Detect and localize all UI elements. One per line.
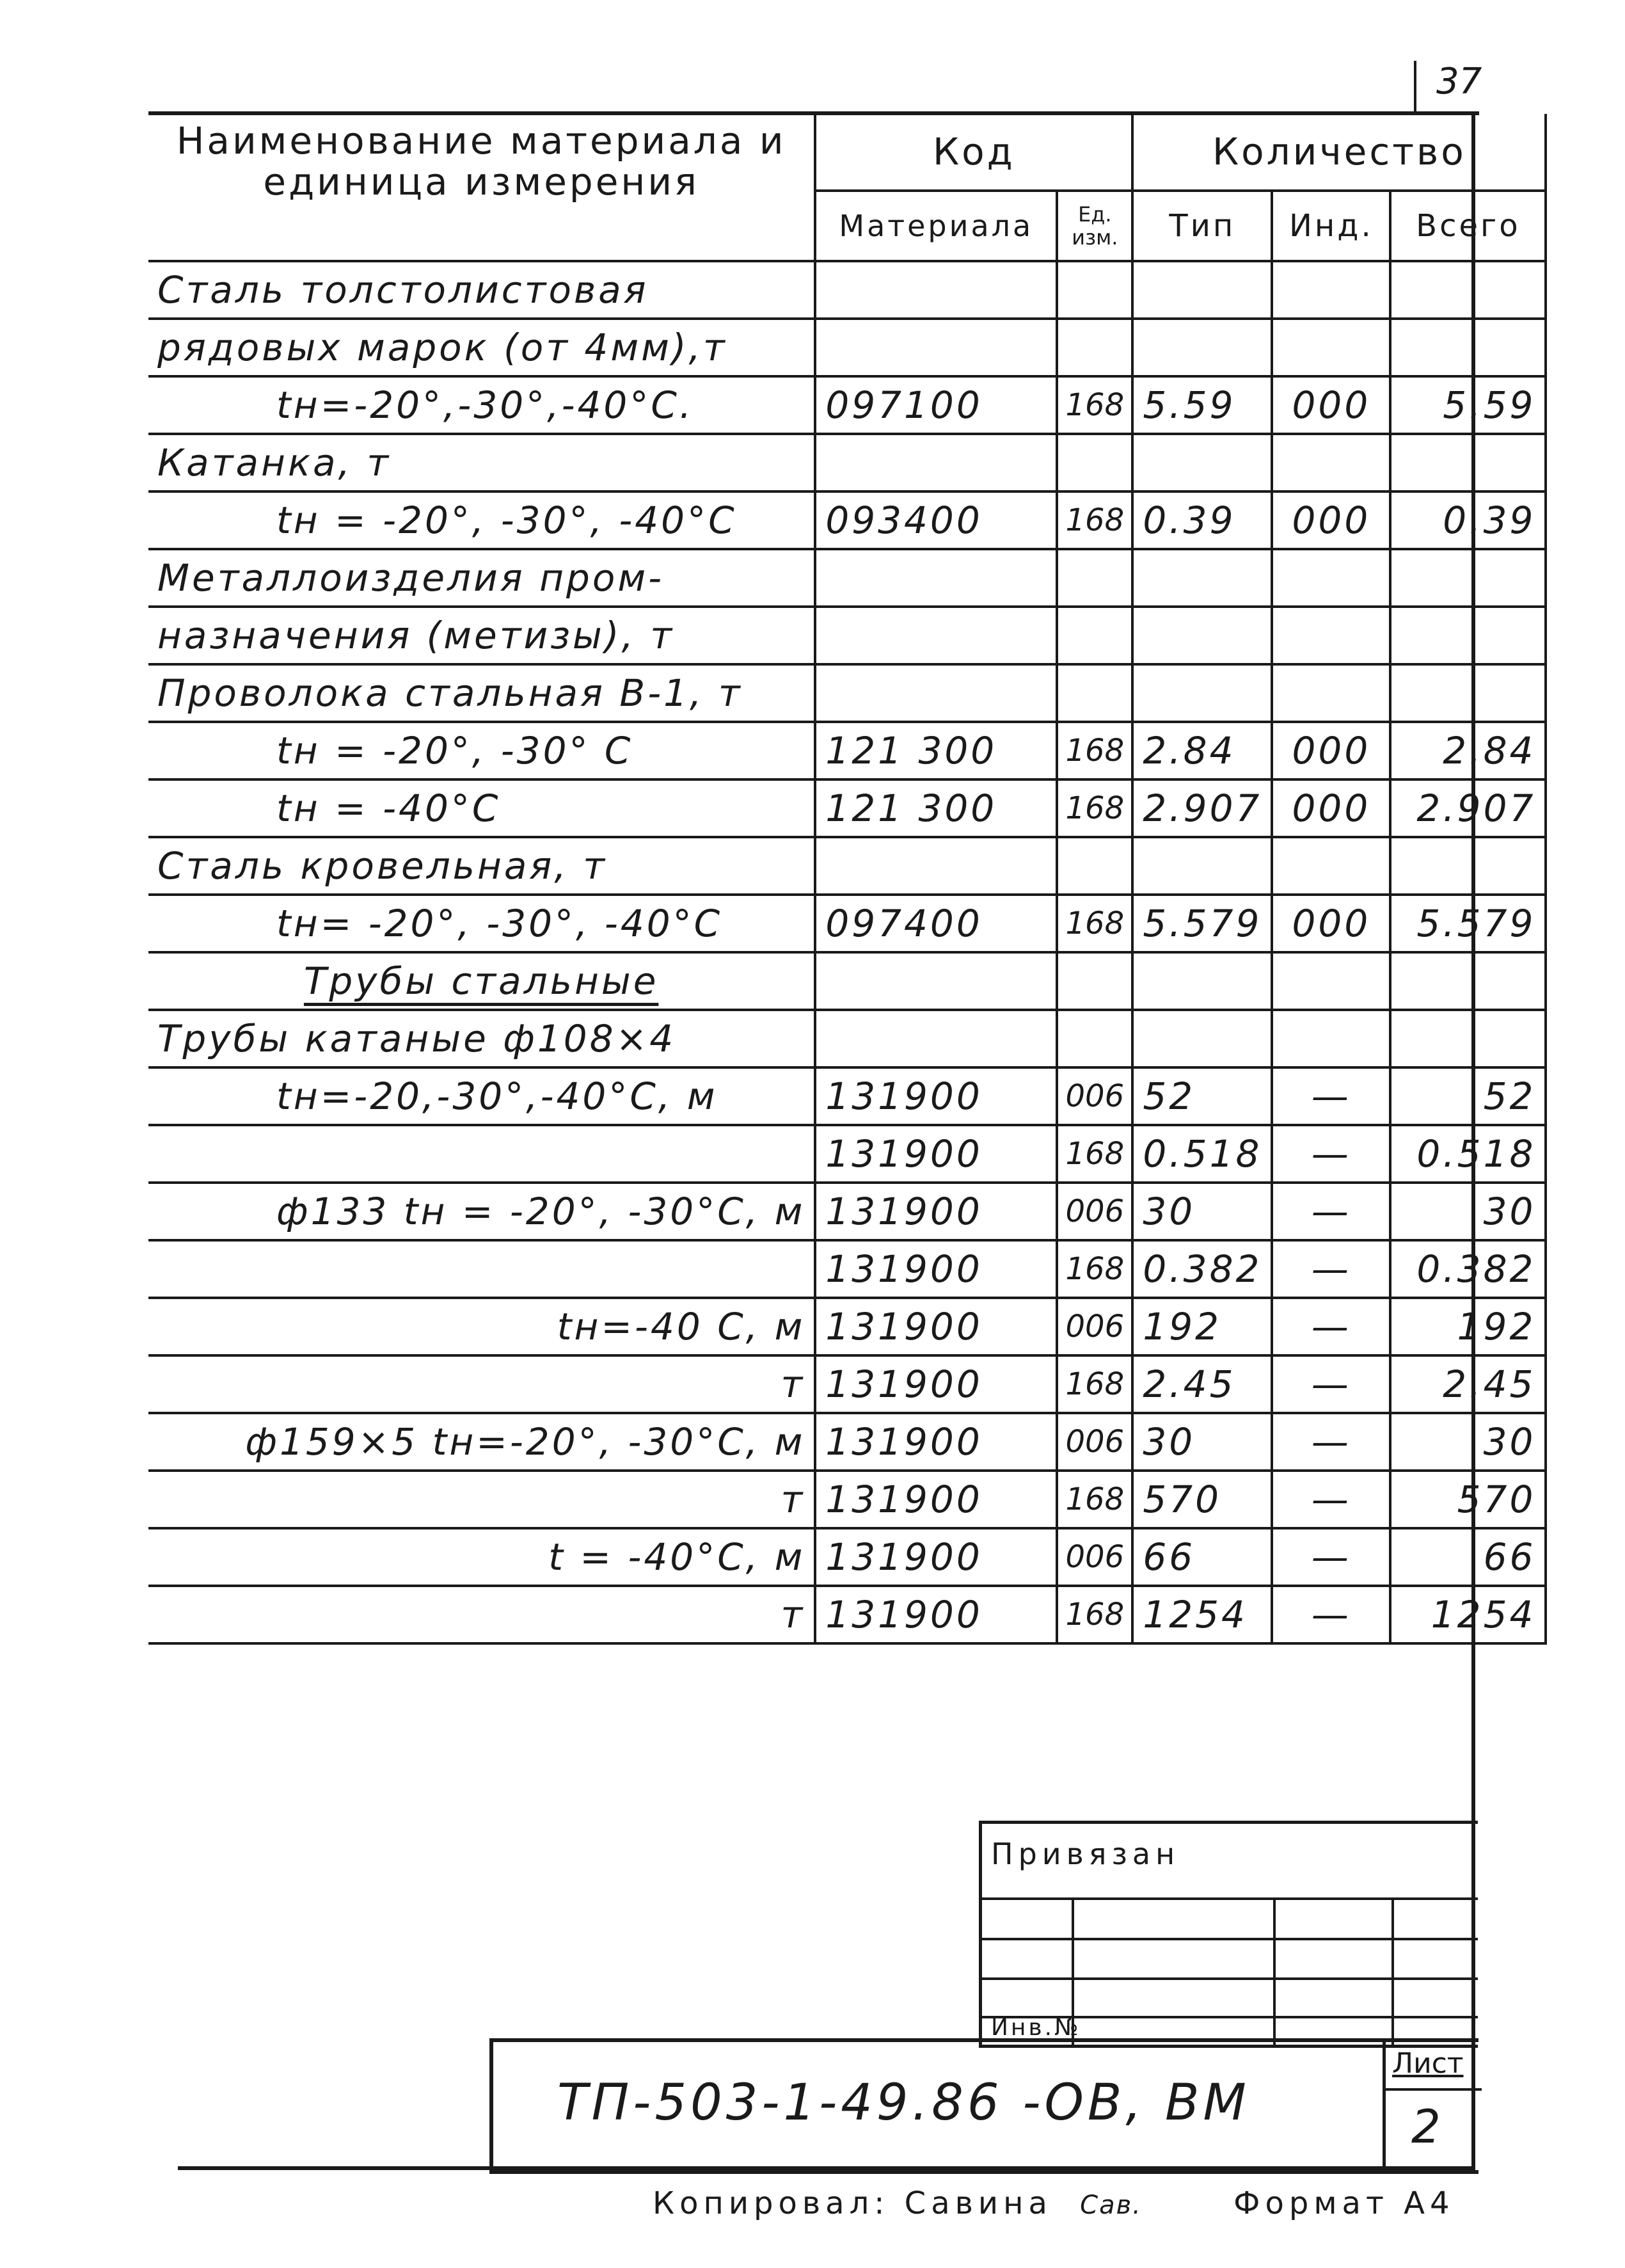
table-row: [148, 1471, 1546, 1528]
row-qty-ind: [1272, 549, 1390, 607]
row-unit-code: 168: [1057, 722, 1132, 779]
row-unit-code: 168: [1057, 1240, 1132, 1298]
row-qty-type: [1132, 664, 1272, 722]
row-material-code: [815, 434, 1057, 491]
row-qty-type: 52: [1132, 1067, 1272, 1125]
row-qty-type: [1132, 952, 1272, 1010]
binding-block: [979, 1821, 1478, 2048]
table-row: [148, 952, 1546, 1010]
row-unit-code: [1057, 837, 1132, 895]
row-qty-total: [1390, 952, 1546, 1010]
table-row: [148, 1067, 1546, 1125]
row-material-code: 131900: [815, 1586, 1057, 1643]
row-qty-total: 192: [1390, 1298, 1546, 1355]
row-qty-ind: [1272, 319, 1390, 376]
row-qty-ind: —: [1272, 1355, 1390, 1413]
row-qty-total: 30: [1390, 1413, 1546, 1471]
row-unit-code: 006: [1057, 1298, 1132, 1355]
row-qty-ind: —: [1272, 1471, 1390, 1528]
table-row: [148, 837, 1546, 895]
paper-format: Формат А4: [1233, 2185, 1455, 2221]
row-qty-total: 2.907: [1390, 779, 1546, 837]
row-qty-total: 5.579: [1390, 895, 1546, 952]
row-unit-code: [1057, 1010, 1132, 1067]
row-unit-code: 168: [1057, 1355, 1132, 1413]
row-name: tн=-20,-30°,-40°С, м: [148, 1067, 815, 1125]
signature: Сав.: [1080, 2191, 1142, 2220]
row-material-code: [815, 319, 1057, 376]
row-qty-type: [1132, 261, 1272, 319]
binding-line-3: [982, 1977, 1478, 1980]
row-material-code: 097100: [815, 376, 1057, 434]
binding-col-3: [1391, 1897, 1394, 2045]
row-qty-ind: 000: [1272, 779, 1390, 837]
table-row: [148, 1413, 1546, 1471]
header-code-material: Материала: [815, 191, 1057, 261]
row-material-code: 131900: [815, 1125, 1057, 1183]
table-row: [148, 491, 1546, 549]
row-qty-total: 1254: [1390, 1586, 1546, 1643]
row-name: [148, 1240, 815, 1298]
row-qty-type: 2.907: [1132, 779, 1272, 837]
row-material-code: [815, 261, 1057, 319]
row-name: Проволока стальная В-1, т: [148, 664, 815, 722]
header-qty-total: Всего: [1390, 191, 1546, 261]
table-row: [148, 1355, 1546, 1413]
binding-title: Привязан: [991, 1837, 1180, 1871]
table-row: [148, 1298, 1546, 1355]
table-row: [148, 434, 1546, 491]
row-unit-code: [1057, 261, 1132, 319]
header-name-column: Наименование материала и единица измерения: [148, 114, 815, 261]
row-qty-total: 5.59: [1390, 376, 1546, 434]
row-name: tн = -40°С: [148, 779, 815, 837]
header-quantity-group: Количество: [1132, 114, 1546, 191]
row-qty-total: 66: [1390, 1528, 1546, 1586]
sheet-box: [1383, 2042, 1482, 2170]
row-name: т: [148, 1586, 815, 1643]
row-qty-total: [1390, 607, 1546, 664]
row-material-code: 097400: [815, 895, 1057, 952]
row-qty-type: 30: [1132, 1183, 1272, 1240]
row-qty-ind: 000: [1272, 722, 1390, 779]
row-material-code: [815, 664, 1057, 722]
document-code: ТП-503-1-49.86 -ОВ, ВМ: [557, 2074, 1250, 2132]
row-qty-type: [1132, 319, 1272, 376]
row-qty-ind: [1272, 607, 1390, 664]
row-qty-total: 0.518: [1390, 1125, 1546, 1183]
row-qty-type: 66: [1132, 1528, 1272, 1586]
row-qty-ind: [1272, 434, 1390, 491]
row-qty-total: [1390, 837, 1546, 895]
row-unit-code: [1057, 664, 1132, 722]
row-name: t = -40°С, м: [148, 1528, 815, 1586]
sheet-value: 2: [1411, 2100, 1441, 2153]
binding-line-1: [982, 1897, 1478, 1900]
row-unit-code: 168: [1057, 895, 1132, 952]
row-qty-type: 5.59: [1132, 376, 1272, 434]
row-unit-code: 006: [1057, 1183, 1132, 1240]
table-row: [148, 895, 1546, 952]
row-name: Трубы катаные ф108×4: [148, 1010, 815, 1067]
row-unit-code: 168: [1057, 1471, 1132, 1528]
sheet-number: 37: [1436, 61, 1482, 102]
row-qty-ind: —: [1272, 1183, 1390, 1240]
sheet-box-divider: [1386, 2088, 1482, 2091]
row-qty-ind: [1272, 664, 1390, 722]
row-qty-total: 2.84: [1390, 722, 1546, 779]
row-name: tн= -20°, -30°, -40°С: [148, 895, 815, 952]
row-qty-type: 2.45: [1132, 1355, 1272, 1413]
row-qty-total: 52: [1390, 1067, 1546, 1125]
row-qty-type: 570: [1132, 1471, 1272, 1528]
row-name: [148, 1125, 815, 1183]
row-name: ф159×5 tн=-20°, -30°С, м: [148, 1413, 815, 1471]
footer: [653, 2185, 1455, 2221]
row-name: tн = -20°, -30°, -40°С: [148, 491, 815, 549]
row-unit-code: 168: [1057, 1125, 1132, 1183]
table-row: [148, 261, 1546, 319]
row-qty-type: 5.579: [1132, 895, 1272, 952]
row-material-code: [815, 1010, 1057, 1067]
row-unit-code: [1057, 549, 1132, 607]
row-name: Металлоизделия пром-: [148, 549, 815, 607]
row-name: Катанка, т: [148, 434, 815, 491]
row-qty-total: 2.45: [1390, 1355, 1546, 1413]
row-material-code: 131900: [815, 1355, 1057, 1413]
row-unit-code: [1057, 952, 1132, 1010]
row-name: т: [148, 1471, 815, 1528]
row-qty-type: [1132, 607, 1272, 664]
row-qty-ind: —: [1272, 1125, 1390, 1183]
row-qty-ind: 000: [1272, 895, 1390, 952]
row-qty-type: [1132, 1010, 1272, 1067]
row-qty-ind: —: [1272, 1528, 1390, 1586]
row-material-code: [815, 952, 1057, 1010]
header-qty-type: Тип: [1132, 191, 1272, 261]
row-qty-type: 192: [1132, 1298, 1272, 1355]
row-material-code: 121 300: [815, 722, 1057, 779]
binding-line-2: [982, 1938, 1478, 1940]
row-material-code: 121 300: [815, 779, 1057, 837]
row-unit-code: 168: [1057, 491, 1132, 549]
row-qty-type: [1132, 837, 1272, 895]
inventory-number-label: Инв.№: [991, 2015, 1081, 2041]
row-name: tн=-20°,-30°,-40°С.: [148, 376, 815, 434]
table-row: [148, 722, 1546, 779]
row-qty-total: [1390, 1010, 1546, 1067]
row-name: рядовых марок (от 4мм),т: [148, 319, 815, 376]
row-material-code: [815, 607, 1057, 664]
row-unit-code: [1057, 607, 1132, 664]
table-row: [148, 1528, 1546, 1586]
row-material-code: 131900: [815, 1298, 1057, 1355]
table-row: [148, 1240, 1546, 1298]
row-material-code: 093400: [815, 491, 1057, 549]
row-qty-ind: —: [1272, 1413, 1390, 1471]
row-qty-type: 0.382: [1132, 1240, 1272, 1298]
row-qty-total: [1390, 549, 1546, 607]
row-name: tн = -20°, -30° С: [148, 722, 815, 779]
row-unit-code: 168: [1057, 376, 1132, 434]
row-qty-total: [1390, 664, 1546, 722]
row-material-code: 131900: [815, 1067, 1057, 1125]
row-qty-total: [1390, 434, 1546, 491]
row-qty-type: 2.84: [1132, 722, 1272, 779]
title-stamp: [489, 2038, 1478, 2174]
row-qty-ind: —: [1272, 1586, 1390, 1643]
row-material-code: 131900: [815, 1240, 1057, 1298]
row-material-code: 131900: [815, 1413, 1057, 1471]
row-unit-code: [1057, 319, 1132, 376]
row-unit-code: 168: [1057, 779, 1132, 837]
sheet-number-divider: [1414, 61, 1416, 112]
table-row: [148, 1183, 1546, 1240]
header-code-unit: Ед. изм.: [1057, 191, 1132, 261]
row-name: Сталь толстолистовая: [148, 261, 815, 319]
row-name: т: [148, 1355, 815, 1413]
row-name: назначения (метизы), т: [148, 607, 815, 664]
row-name: Трубы стальные: [148, 952, 815, 1010]
row-qty-ind: [1272, 952, 1390, 1010]
materials-table-body: [148, 261, 1546, 1643]
row-name: Сталь кровельная, т: [148, 837, 815, 895]
row-qty-total: [1390, 319, 1546, 376]
row-qty-ind: —: [1272, 1240, 1390, 1298]
row-qty-type: 0.518: [1132, 1125, 1272, 1183]
row-unit-code: [1057, 434, 1132, 491]
row-qty-ind: [1272, 1010, 1390, 1067]
row-qty-ind: —: [1272, 1298, 1390, 1355]
header-code-group: Код: [815, 114, 1132, 191]
row-qty-total: [1390, 261, 1546, 319]
row-unit-code: 006: [1057, 1413, 1132, 1471]
row-qty-ind: [1272, 837, 1390, 895]
table-row: [148, 1586, 1546, 1643]
row-qty-total: 0.39: [1390, 491, 1546, 549]
row-qty-ind: 000: [1272, 376, 1390, 434]
table-row: [148, 779, 1546, 837]
table-row: [148, 376, 1546, 434]
row-qty-type: 0.39: [1132, 491, 1272, 549]
row-material-code: [815, 837, 1057, 895]
row-qty-ind: —: [1272, 1067, 1390, 1125]
row-material-code: 131900: [815, 1183, 1057, 1240]
table-row: [148, 1010, 1546, 1067]
table-row: [148, 319, 1546, 376]
row-unit-code: 006: [1057, 1067, 1132, 1125]
row-qty-total: 0.382: [1390, 1240, 1546, 1298]
materials-table: [148, 114, 1547, 1645]
row-qty-total: 570: [1390, 1471, 1546, 1528]
table-row: [148, 664, 1546, 722]
row-name: tн=-40 С, м: [148, 1298, 815, 1355]
row-qty-type: [1132, 549, 1272, 607]
row-qty-type: [1132, 434, 1272, 491]
row-unit-code: 168: [1057, 1586, 1132, 1643]
header-qty-ind: Инд.: [1272, 191, 1390, 261]
row-qty-total: 30: [1390, 1183, 1546, 1240]
row-qty-ind: 000: [1272, 491, 1390, 549]
table-row: [148, 549, 1546, 607]
row-name: ф133 tн = -20°, -30°С, м: [148, 1183, 815, 1240]
table-row: [148, 1125, 1546, 1183]
table-row: [148, 607, 1546, 664]
sheet-label: Лист: [1392, 2047, 1464, 2080]
row-material-code: 131900: [815, 1471, 1057, 1528]
row-material-code: [815, 549, 1057, 607]
row-unit-code: 006: [1057, 1528, 1132, 1586]
row-qty-ind: [1272, 261, 1390, 319]
row-material-code: 131900: [815, 1528, 1057, 1586]
binding-col-2: [1273, 1897, 1276, 2045]
row-qty-type: 1254: [1132, 1586, 1272, 1643]
copied-by: Копировал: Савина: [653, 2185, 1052, 2221]
row-qty-type: 30: [1132, 1413, 1272, 1471]
